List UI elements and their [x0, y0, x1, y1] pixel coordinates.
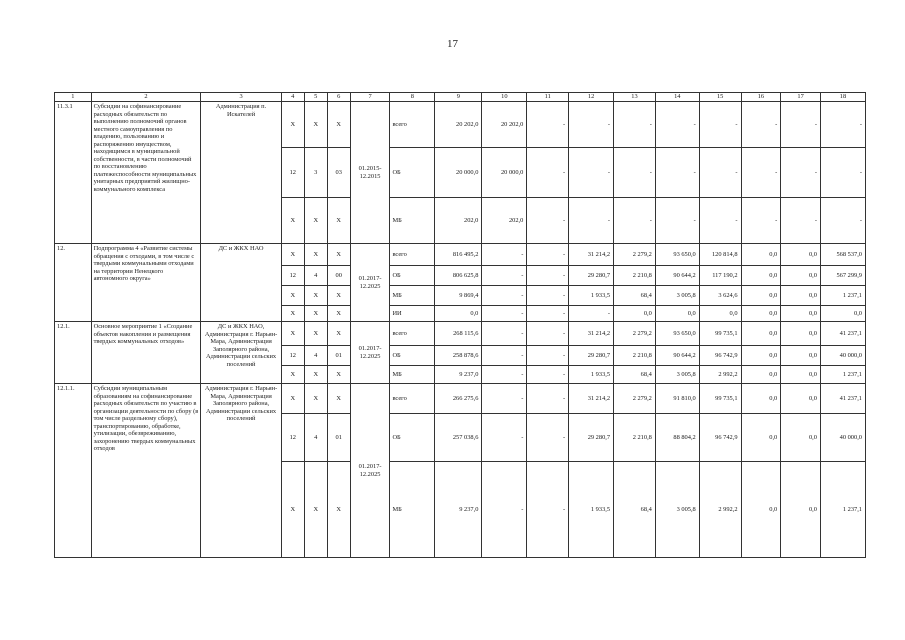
value-cell: 0,0	[741, 366, 781, 384]
funding-source: МБ	[390, 198, 435, 244]
column-number-row	[55, 93, 866, 102]
value-cell: 31 214,2	[569, 322, 614, 346]
funding-source: МБ	[390, 286, 435, 306]
value-cell: 99 735,1	[699, 384, 741, 414]
value-cell: 68,4	[614, 286, 656, 306]
value-cell: -	[655, 198, 699, 244]
code-cell: 01	[327, 414, 350, 462]
value-cell: 816 495,2	[435, 244, 482, 266]
item-name: Субсидии муниципальным образованиям на софинансирование расходных обязательств по участию в организации деятельности по сбору (в том числе раздельному сбору), транспортированию, обработке, утилизации, обезвреживанию, захоронению твердых коммунальных отходов	[91, 384, 201, 558]
value-cell: 0,0	[781, 306, 821, 322]
value-cell: 20 000,0	[482, 148, 527, 198]
code-cell: Х	[327, 384, 350, 414]
code-cell: Х	[327, 102, 350, 148]
value-cell: -	[614, 102, 656, 148]
funding-source: всего	[390, 384, 435, 414]
code-cell: 12	[281, 414, 304, 462]
table-row	[55, 322, 866, 346]
value-cell: -	[482, 366, 527, 384]
value-cell: 0,0	[655, 306, 699, 322]
value-cell: 1 237,1	[820, 462, 865, 558]
code-cell: Х	[327, 462, 350, 558]
value-cell: 41 237,1	[820, 384, 865, 414]
funding-source: всего	[390, 322, 435, 346]
value-cell: -	[820, 198, 865, 244]
code-cell: 4	[304, 346, 327, 366]
code-cell: Х	[281, 322, 304, 346]
value-cell: 93 650,0	[655, 244, 699, 266]
code-cell: 12	[281, 346, 304, 366]
value-cell: -	[699, 148, 741, 198]
value-cell: 2 210,8	[614, 266, 656, 286]
value-cell: 0,0	[781, 414, 821, 462]
value-cell: -	[569, 148, 614, 198]
value-cell: 806 625,8	[435, 266, 482, 286]
code-cell: 01	[327, 346, 350, 366]
item-id: 12.1.	[55, 322, 92, 384]
value-cell: 2 992,2	[699, 462, 741, 558]
code-cell: Х	[327, 366, 350, 384]
value-cell: 0,0	[435, 306, 482, 322]
column-number: 2	[91, 93, 201, 102]
value-cell: -	[741, 102, 781, 148]
value-cell: -	[741, 198, 781, 244]
code-cell: Х	[304, 462, 327, 558]
column-number: 8	[390, 93, 435, 102]
value-cell: 40 000,0	[820, 346, 865, 366]
value-cell: -	[569, 306, 614, 322]
value-cell: 29 280,7	[569, 414, 614, 462]
code-cell: 00	[327, 266, 350, 286]
value-cell: 2 279,2	[614, 244, 656, 266]
value-cell: -	[820, 102, 865, 148]
value-cell: 257 038,6	[435, 414, 482, 462]
value-cell: -	[527, 462, 569, 558]
code-cell: 12	[281, 266, 304, 286]
value-cell: 120 814,8	[699, 244, 741, 266]
value-cell: 41 237,1	[820, 322, 865, 346]
value-cell: -	[614, 148, 656, 198]
program-table	[54, 92, 866, 558]
column-number: 15	[699, 93, 741, 102]
value-cell: -	[527, 148, 569, 198]
value-cell: -	[527, 414, 569, 462]
value-cell: -	[655, 102, 699, 148]
value-cell: 9 237,0	[435, 366, 482, 384]
value-cell: -	[527, 366, 569, 384]
value-cell: -	[527, 286, 569, 306]
page-number: 17	[447, 38, 458, 50]
column-number: 4	[281, 93, 304, 102]
value-cell: 1 933,5	[569, 366, 614, 384]
value-cell: 93 650,0	[655, 322, 699, 346]
item-id: 12.1.1.	[55, 384, 92, 558]
value-cell: 9 869,4	[435, 286, 482, 306]
item-name: Субсидии на софинансирование расходных обязательств по выполнению полномочий органов местного самоуправления по владению, пользованию и распоряжению имуществом, находящимся в муниципальной собственности, в части полномочий по восстановлению платежеспособности муниципальных унитарных предприятий жилищно-коммунального комплекса	[91, 102, 201, 244]
value-cell: 3 005,8	[655, 286, 699, 306]
funding-source: ОБ	[390, 346, 435, 366]
code-cell: Х	[281, 384, 304, 414]
value-cell: -	[527, 384, 569, 414]
value-cell: 0,0	[741, 266, 781, 286]
item-name: Подпрограмма 4 «Развитие системы обращения с отходами, в том числе с твердыми коммунальными отходами на территории Ненецкого автономного округа»	[91, 244, 201, 322]
value-cell: 29 280,7	[569, 266, 614, 286]
code-cell: 03	[327, 148, 350, 198]
code-cell: 12	[281, 148, 304, 198]
value-cell: 0,0	[741, 462, 781, 558]
code-cell: Х	[304, 306, 327, 322]
value-cell: 90 644,2	[655, 266, 699, 286]
value-cell: 1 933,5	[569, 462, 614, 558]
item-name: Основное мероприятие 1 «Создание объектов накопления и размещения твердых коммунальных отходов»	[91, 322, 201, 384]
value-cell: -	[527, 266, 569, 286]
funding-source: всего	[390, 102, 435, 148]
value-cell: -	[482, 306, 527, 322]
code-cell: Х	[281, 102, 304, 148]
code-cell: Х	[327, 322, 350, 346]
funding-source: МБ	[390, 462, 435, 558]
column-number: 6	[327, 93, 350, 102]
value-cell: 0,0	[781, 286, 821, 306]
value-cell: -	[527, 346, 569, 366]
column-number: 13	[614, 93, 656, 102]
value-cell: -	[614, 198, 656, 244]
value-cell: 9 237,0	[435, 462, 482, 558]
value-cell: -	[699, 102, 741, 148]
column-number: 5	[304, 93, 327, 102]
value-cell: 567 299,9	[820, 266, 865, 286]
value-cell: 1 933,5	[569, 286, 614, 306]
value-cell: 88 804,2	[655, 414, 699, 462]
column-number: 16	[741, 93, 781, 102]
value-cell: 31 214,2	[569, 244, 614, 266]
value-cell: 0,0	[741, 384, 781, 414]
value-cell: 20 000,0	[435, 148, 482, 198]
funding-source: ИИ	[390, 306, 435, 322]
value-cell: -	[527, 322, 569, 346]
value-cell: 2 210,8	[614, 346, 656, 366]
value-cell: 91 810,0	[655, 384, 699, 414]
code-cell: Х	[304, 286, 327, 306]
value-cell: -	[699, 198, 741, 244]
value-cell: -	[482, 414, 527, 462]
value-cell: -	[482, 462, 527, 558]
value-cell: 2 279,2	[614, 322, 656, 346]
value-cell: 0,0	[741, 322, 781, 346]
code-cell: Х	[327, 198, 350, 244]
value-cell: 0,0	[781, 322, 821, 346]
value-cell: -	[569, 102, 614, 148]
column-number: 10	[482, 93, 527, 102]
code-cell: Х	[304, 244, 327, 266]
value-cell: 0,0	[741, 286, 781, 306]
value-cell: 0,0	[781, 266, 821, 286]
value-cell: 2 210,8	[614, 414, 656, 462]
code-cell: Х	[327, 306, 350, 322]
value-cell: 68,4	[614, 462, 656, 558]
code-cell: Х	[304, 102, 327, 148]
value-cell: 0,0	[614, 306, 656, 322]
code-cell: Х	[304, 198, 327, 244]
value-cell: 0,0	[781, 366, 821, 384]
responsible-org: Администрация п. Искателей	[201, 102, 281, 244]
value-cell: -	[527, 102, 569, 148]
value-cell: -	[741, 148, 781, 198]
column-number: 14	[655, 93, 699, 102]
column-number: 11	[527, 93, 569, 102]
code-cell: 4	[304, 414, 327, 462]
value-cell: -	[781, 198, 821, 244]
column-number: 3	[201, 93, 281, 102]
funding-source: МБ	[390, 366, 435, 384]
code-cell: Х	[281, 462, 304, 558]
value-cell: -	[655, 148, 699, 198]
funding-source: ОБ	[390, 414, 435, 462]
period-cell: 01.2017-12.2025	[350, 322, 390, 384]
column-number: 1	[55, 93, 92, 102]
responsible-org: Администрация г. Нарьян-Мара, Администрация Заполярного района, Администрации сельских поселений	[201, 384, 281, 558]
column-number: 7	[350, 93, 390, 102]
value-cell: 0,0	[820, 306, 865, 322]
value-cell: -	[482, 266, 527, 286]
value-cell: -	[527, 244, 569, 266]
value-cell: 20 202,0	[435, 102, 482, 148]
value-cell: 0,0	[781, 462, 821, 558]
responsible-org: ДС и ЖКХ НАО	[201, 244, 281, 322]
item-id: 12.	[55, 244, 92, 322]
value-cell: 568 537,0	[820, 244, 865, 266]
value-cell: 20 202,0	[482, 102, 527, 148]
table-row	[55, 244, 866, 266]
value-cell: 0,0	[741, 244, 781, 266]
value-cell: 3 624,6	[699, 286, 741, 306]
column-number: 9	[435, 93, 482, 102]
funding-source: ОБ	[390, 266, 435, 286]
column-number: 17	[781, 93, 821, 102]
value-cell: 0,0	[741, 414, 781, 462]
code-cell: 3	[304, 148, 327, 198]
code-cell: Х	[304, 366, 327, 384]
value-cell: 258 878,6	[435, 346, 482, 366]
value-cell: -	[482, 384, 527, 414]
code-cell: Х	[281, 306, 304, 322]
value-cell: 266 275,6	[435, 384, 482, 414]
table-row	[55, 102, 866, 148]
code-cell: Х	[281, 244, 304, 266]
value-cell: 1 237,1	[820, 366, 865, 384]
value-cell: 268 115,6	[435, 322, 482, 346]
item-id: 11.3.1	[55, 102, 92, 244]
value-cell: 0,0	[781, 244, 821, 266]
code-cell: Х	[327, 244, 350, 266]
value-cell: -	[527, 306, 569, 322]
value-cell: 96 742,9	[699, 414, 741, 462]
code-cell: Х	[281, 198, 304, 244]
value-cell: 202,0	[482, 198, 527, 244]
value-cell: -	[820, 148, 865, 198]
code-cell: 4	[304, 266, 327, 286]
value-cell: 202,0	[435, 198, 482, 244]
value-cell: -	[482, 322, 527, 346]
value-cell: -	[482, 244, 527, 266]
code-cell: Х	[281, 286, 304, 306]
value-cell: 2 279,2	[614, 384, 656, 414]
value-cell: 0,0	[741, 346, 781, 366]
value-cell: 117 190,2	[699, 266, 741, 286]
column-number: 12	[569, 93, 614, 102]
responsible-org: ДС и ЖКХ НАО, Администрация г. Нарьян-Мара, Администрация Заполярного района, Администрации сельских поселений	[201, 322, 281, 384]
period-cell: 01.2017-12.2025	[350, 244, 390, 322]
code-cell: Х	[304, 384, 327, 414]
value-cell: -	[569, 198, 614, 244]
value-cell: -	[781, 148, 821, 198]
value-cell: 3 005,8	[655, 366, 699, 384]
value-cell: -	[781, 102, 821, 148]
table-row	[55, 384, 866, 414]
value-cell: 0,0	[781, 384, 821, 414]
value-cell: 29 280,7	[569, 346, 614, 366]
funding-source: ОБ	[390, 148, 435, 198]
code-cell: Х	[304, 322, 327, 346]
value-cell: -	[482, 286, 527, 306]
period-cell: 01.2017-12.2025	[350, 384, 390, 558]
value-cell: 90 644,2	[655, 346, 699, 366]
value-cell: 31 214,2	[569, 384, 614, 414]
column-number: 18	[820, 93, 865, 102]
value-cell: 99 735,1	[699, 322, 741, 346]
funding-source: всего	[390, 244, 435, 266]
value-cell: 68,4	[614, 366, 656, 384]
value-cell: 0,0	[699, 306, 741, 322]
code-cell: Х	[281, 366, 304, 384]
value-cell: -	[482, 346, 527, 366]
value-cell: 0,0	[741, 306, 781, 322]
value-cell: 96 742,9	[699, 346, 741, 366]
period-cell: 01.2015-12.2015	[350, 102, 390, 244]
code-cell: Х	[327, 286, 350, 306]
value-cell: 40 000,0	[820, 414, 865, 462]
value-cell: 3 005,8	[655, 462, 699, 558]
value-cell: -	[527, 198, 569, 244]
value-cell: 1 237,1	[820, 286, 865, 306]
value-cell: 0,0	[781, 346, 821, 366]
value-cell: 2 992,2	[699, 366, 741, 384]
